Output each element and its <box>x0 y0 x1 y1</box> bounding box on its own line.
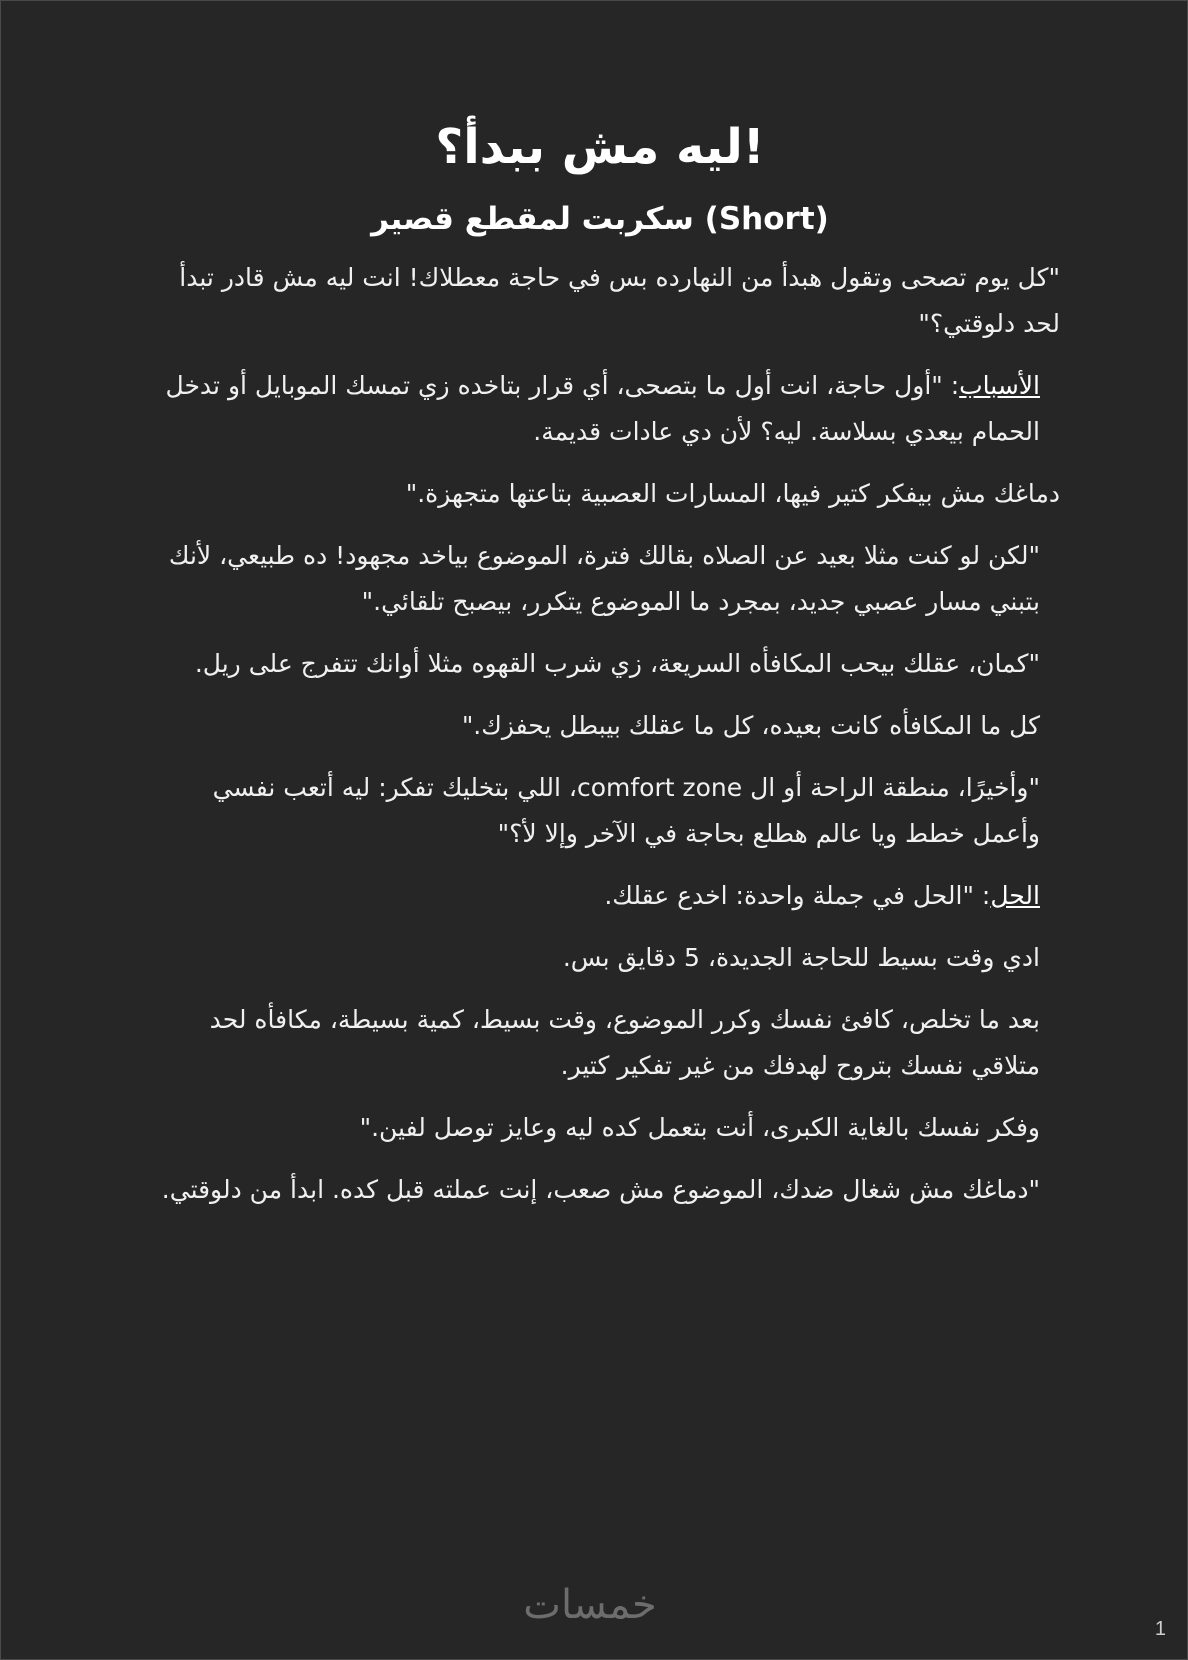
solution-label: الحل <box>990 881 1040 910</box>
paragraph-small-time: ادي وقت بسيط للحاجة الجديدة، 5 دقايق بس. <box>562 943 1040 972</box>
paragraph-prayer-example: "لكن لو كنت مثلا بعيد عن الصلاه بقالك فترة، الموضوع بياخد مجهود! ده طبيعي، لأنك بتبني مسار عصبي جديد، بمجرد ما الموضوع يتكرر، بيصبح تلقائي." <box>168 541 1040 616</box>
paragraph-intro: "كل يوم تصحى وتقول هبدأ من النهارده بس في حاجة معطلاك! انت ليه مش قادر تبدأ لحد دلوقتي؟" <box>179 263 1060 338</box>
paragraph-comfort-zone: "وأخيرًا، منطقة الراحة أو ال comfort zone، اللي بتخليك تفكر: ليه أتعب نفسي وأعمل خطط ويا عالم هطلع بحاجة في الآخر وإلا لأ؟" <box>212 773 1040 848</box>
solution-text: : "الحل في جملة واحدة: اخدع عقلك. <box>604 881 991 910</box>
paragraph-quick-reward: "كمان، عقلك بيحب المكافأه السريعة، زي شرب القهوه مثلا أوانك تتفرج على ريل. <box>194 649 1040 678</box>
paragraph-closing: "دماغك مش شغال ضدك، الموضوع مش صعب، إنت عملته قبل كده. ابدأ من دلوقتي. <box>161 1175 1040 1204</box>
paragraph-far-reward: كل ما المكافأه كانت بعيده، كل ما عقلك بيبطل يحفزك." <box>461 711 1040 740</box>
paragraph-big-goal: وفكر نفسك بالغاية الكبرى، أنت بتعمل كده ليه وعايز توصل لفين." <box>359 1113 1040 1142</box>
page-number: 1 <box>1154 1618 1166 1640</box>
document-subtitle: (Short) سكربت لمقطع قصير <box>371 201 829 237</box>
causes-label: الأسباب <box>959 371 1040 400</box>
document-body <box>140 115 1060 1229</box>
paragraph-after-finish: بعد ما تخلص، كافئ نفسك وكرر الموضوع، وقت بسيط، كمية بسيطة، مكافأه لحد متلاقي نفسك بتروح لهدفك من غير تفكير كتير. <box>209 1005 1040 1080</box>
paragraph-brain-paths: دماغك مش بيفكر كتير فيها، المسارات العصبية بتاعتها متجهزة." <box>405 479 1060 508</box>
watermark-logo: خمسات <box>523 1582 657 1628</box>
document-title: !ليه مش ببدأ؟ <box>435 119 765 175</box>
paragraph-solution <box>140 873 1060 919</box>
causes-text: : "أول حاجة، انت أول ما بتصحى، أي قرار بتاخده زي تمسك الموبايل أو تدخل الحمام بيعدي بسلاسة. ليه؟ لأن دي عادات قديمة. <box>165 371 1040 446</box>
paragraph-causes <box>140 363 1060 455</box>
